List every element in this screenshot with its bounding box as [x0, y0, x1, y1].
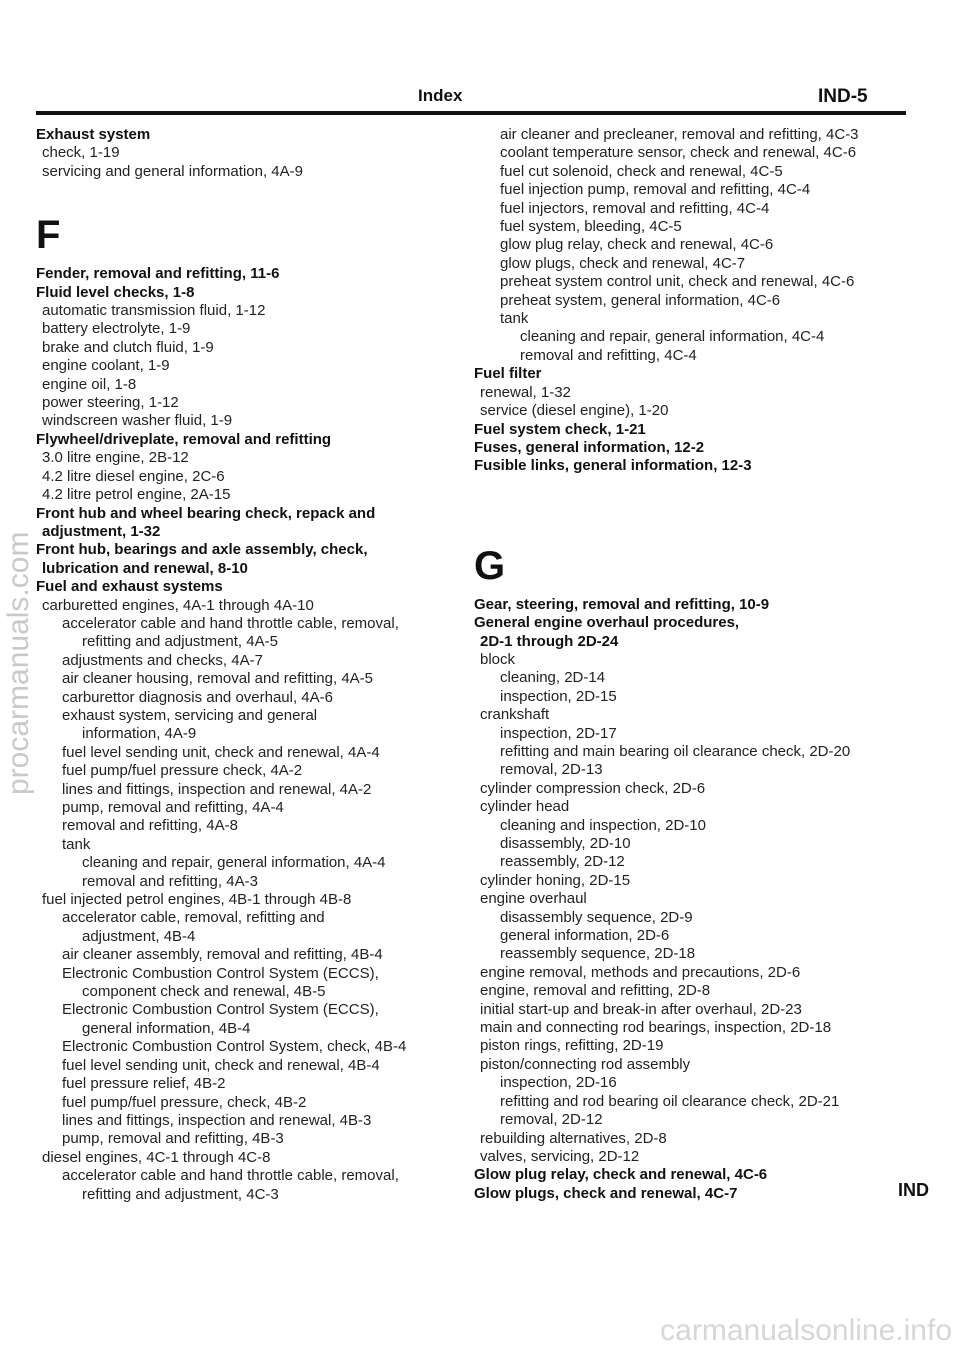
index-heading: Fuel filter [474, 365, 542, 383]
index-entry: removal and refitting, 4C-4 [520, 346, 697, 364]
spacer [36, 181, 456, 215]
index-heading: Fuel system check, 1-21 [474, 420, 646, 438]
index-entry: fuel level sending unit, check and renewal, 4B-4 [62, 1056, 380, 1074]
index-entry: refitting and adjustment, 4A-5 [82, 633, 278, 651]
index-entry: Electronic Combustion Control System (ECCS), [62, 964, 379, 982]
spacer [36, 255, 456, 265]
index-entry: accelerator cable and hand throttle cable, removal, [62, 1167, 399, 1185]
index-entry: fuel pressure relief, 4B-2 [62, 1075, 226, 1093]
index-entry: removal, 2D-12 [500, 1111, 603, 1129]
index-entry: air cleaner assembly, removal and refitting, 4B-4 [62, 946, 383, 964]
watermark-side: procarmanuals.com [2, 531, 35, 795]
header-rule [36, 111, 906, 115]
section-letter: F [36, 213, 61, 258]
index-entry: reassembly, 2D-12 [500, 853, 625, 871]
index-heading: lubrication and renewal, 8-10 [42, 559, 248, 577]
index-entry: adjustment, 4B-4 [82, 927, 196, 945]
index-heading: Fusible links, general information, 12-3 [474, 457, 752, 475]
index-entry: fuel cut solenoid, check and renewal, 4C-5 [500, 162, 783, 180]
index-entry: engine oil, 1-8 [42, 375, 137, 393]
index-entry: automatic transmission fluid, 1-12 [42, 302, 266, 320]
index-entry: preheat system, general information, 4C-6 [500, 291, 781, 309]
index-entry: valves, servicing, 2D-12 [480, 1147, 640, 1165]
page-number: IND-5 [818, 86, 868, 107]
index-entry: initial start-up and break-in after overhaul, 2D-23 [480, 1000, 802, 1018]
index-column-right [474, 126, 914, 1203]
index-heading: Glow plugs, check and renewal, 4C-7 [474, 1184, 738, 1202]
index-entry: adjustments and checks, 4A-7 [62, 651, 263, 669]
index-entry: check, 1-19 [42, 144, 120, 162]
index-entry: power steering, 1-12 [42, 394, 179, 412]
index-entry: cleaning, 2D-14 [500, 669, 606, 687]
index-entry: cylinder honing, 2D-15 [480, 871, 631, 889]
index-entry: cylinder compression check, 2D-6 [480, 779, 706, 797]
index-entry: fuel injection pump, removal and refitting, 4C-4 [500, 181, 811, 199]
index-entry: cleaning and repair, general information, 4A-4 [82, 854, 386, 872]
index-entry: engine coolant, 1-9 [42, 357, 170, 375]
index-entry: tank [500, 310, 529, 328]
index-entry: reassembly sequence, 2D-18 [500, 945, 696, 963]
index-entry: component check and renewal, 4B-5 [82, 983, 326, 1001]
index-entry: general information, 2D-6 [500, 927, 670, 945]
spacer [474, 476, 914, 546]
index-entry: renewal, 1-32 [480, 383, 571, 401]
watermark-bottom: carmanualsonline.info [660, 1314, 952, 1347]
index-entry: fuel level sending unit, check and renewal, 4A-4 [62, 743, 380, 761]
index-entry: exhaust system, servicing and general [62, 706, 318, 724]
index-heading: Front hub and wheel bearing check, repack and [36, 504, 376, 522]
index-entry: fuel pump/fuel pressure check, 4A-2 [62, 762, 303, 780]
index-entry: windscreen washer fluid, 1-9 [42, 412, 233, 430]
index-entry: Electronic Combustion Control System, check, 4B-4 [62, 1038, 407, 1056]
index-heading: Glow plug relay, check and renewal, 4C-6 [474, 1166, 768, 1184]
index-heading: Fuses, general information, 12-2 [474, 438, 705, 456]
index-entry: glow plugs, check and renewal, 4C-7 [500, 254, 746, 272]
index-entry: carburettor diagnosis and overhaul, 4A-6 [62, 688, 333, 706]
index-heading: Fuel and exhaust systems [36, 578, 223, 596]
index-entry: cylinder head [480, 798, 570, 816]
index-entry: glow plug relay, check and renewal, 4C-6 [500, 236, 774, 254]
index-entry: piston/connecting rod assembly [480, 1055, 691, 1073]
section-tab: IND [898, 1180, 929, 1200]
index-entry: air cleaner housing, removal and refitting, 4A-5 [62, 670, 374, 688]
running-header-title: Index [418, 86, 463, 105]
index-entry: disassembly sequence, 2D-9 [500, 908, 693, 926]
index-entry: 3.0 litre engine, 2B-12 [42, 449, 189, 467]
index-entry: servicing and general information, 4A-9 [42, 162, 303, 180]
index-entry: accelerator cable and hand throttle cable, removal, [62, 614, 399, 632]
index-entry: Electronic Combustion Control System (ECCS), [62, 1001, 379, 1019]
index-heading: Gear, steering, removal and refitting, 10-9 [474, 595, 770, 613]
index-heading: Flywheel/driveplate, removal and refitting [36, 430, 332, 448]
index-entry: refitting and rod bearing oil clearance check, 2D-21 [500, 1092, 840, 1110]
index-entry: 4.2 litre petrol engine, 2A-15 [42, 486, 231, 504]
index-entry: information, 4A-9 [82, 725, 197, 743]
index-entry: cleaning and inspection, 2D-10 [500, 816, 706, 834]
index-entry: engine overhaul [480, 890, 587, 908]
index-entry: refitting and adjustment, 4C-3 [82, 1185, 279, 1203]
index-entry: inspection, 2D-16 [500, 1074, 617, 1092]
index-entry: block [480, 650, 516, 668]
index-entry: pump, removal and refitting, 4B-3 [62, 1130, 284, 1148]
index-entry: engine removal, methods and precautions, 2D-6 [480, 963, 801, 981]
index-entry: removal and refitting, 4A-3 [82, 872, 258, 890]
index-entry: removal, 2D-13 [500, 761, 603, 779]
index-entry: fuel pump/fuel pressure, check, 4B-2 [62, 1093, 307, 1111]
index-entry: general information, 4B-4 [82, 1019, 251, 1037]
index-entry: piston rings, refitting, 2D-19 [480, 1037, 664, 1055]
index-entry: 4.2 litre diesel engine, 2C-6 [42, 467, 225, 485]
index-entry: coolant temperature sensor, check and renewal, 4C-6 [500, 144, 857, 162]
index-entry: fuel injected petrol engines, 4B-1 through 4B-8 [42, 891, 352, 909]
index-entry: accelerator cable, removal, refitting and [62, 909, 325, 927]
index-entry: fuel system, bleeding, 4C-5 [500, 218, 682, 236]
index-entry: removal and refitting, 4A-8 [62, 817, 238, 835]
index-heading: Front hub, bearings and axle assembly, check, [36, 541, 368, 559]
index-entry: brake and clutch fluid, 1-9 [42, 338, 214, 356]
index-entry: lines and fittings, inspection and renewal, 4B-3 [62, 1111, 372, 1129]
index-entry: engine, removal and refitting, 2D-8 [480, 982, 711, 1000]
index-entry: lines and fittings, inspection and renewal, 4A-2 [62, 780, 372, 798]
index-entry: fuel injectors, removal and refitting, 4C-4 [500, 199, 770, 217]
index-heading: Fender, removal and refitting, 11-6 [36, 265, 280, 283]
index-entry: preheat system control unit, check and renewal, 4C-6 [500, 273, 855, 291]
index-heading: Exhaust system [36, 126, 151, 143]
index-entry: inspection, 2D-15 [500, 687, 617, 705]
index-entry: service (diesel engine), 1-20 [480, 402, 669, 420]
index-entry: battery electrolyte, 1-9 [42, 320, 191, 338]
index-heading: Fluid level checks, 1-8 [36, 283, 195, 301]
index-entry: pump, removal and refitting, 4A-4 [62, 799, 284, 816]
section-letter: G [474, 543, 506, 588]
index-heading: General engine overhaul procedures, [474, 614, 740, 632]
spacer [474, 586, 914, 596]
index-entry: disassembly, 2D-10 [500, 835, 631, 852]
index-entry: tank [62, 835, 91, 853]
index-heading: adjustment, 1-32 [42, 522, 161, 540]
index-entry: refitting and main bearing oil clearance check, 2D-20 [500, 742, 851, 760]
index-entry: carburetted engines, 4A-1 through 4A-10 [42, 596, 314, 614]
index-entry: diesel engines, 4C-1 through 4C-8 [42, 1148, 271, 1166]
index-entry: cleaning and repair, general information, 4C-4 [520, 328, 825, 346]
index-entry: inspection, 2D-17 [500, 724, 617, 742]
index-column-left [36, 126, 456, 1204]
index-entry: crankshaft [480, 706, 550, 724]
index-entry: air cleaner and precleaner, removal and refitting, 4C-3 [500, 126, 859, 143]
index-heading: 2D-1 through 2D-24 [480, 632, 619, 650]
index-entry: main and connecting rod bearings, inspection, 2D-18 [480, 1019, 832, 1037]
index-entry: rebuilding alternatives, 2D-8 [480, 1129, 667, 1147]
